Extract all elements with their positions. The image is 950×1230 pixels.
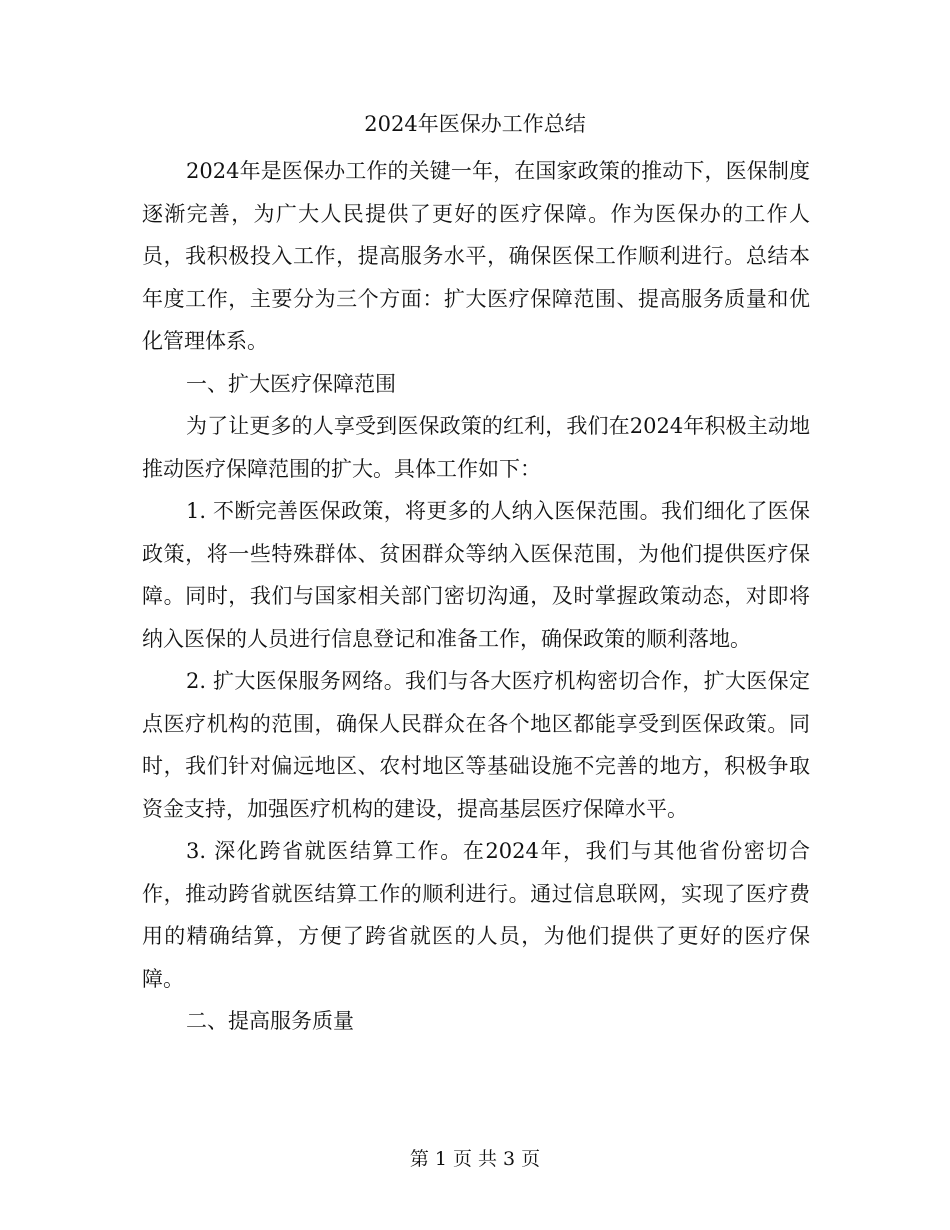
section-heading-2: 二、提高服务质量 xyxy=(186,1009,354,1033)
paragraph-intro: 2024年是医保办工作的关键一年，在国家政策的推动下，医保制度逐渐完善，为广大人民提供了更好的医疗保障。作为医保办的工作人员，我积极投入工作，提高服务水平，确保医保工作顺利进行。总结本年度工作，主要分为三个方面：扩大医疗保障范围、提高服务质量和优化管理体系。 xyxy=(142,159,810,353)
document-body xyxy=(142,150,810,1043)
page-title: 2024年医保办工作总结 xyxy=(364,112,586,136)
section-heading-1: 一、扩大医疗保障范围 xyxy=(186,371,396,396)
paragraph-item-1: 1. 不断完善医保政策，将更多的人纳入医保范围。我们细化了医保政策，将一些特殊群体、贫困群众等纳入医保范围，为他们提供医疗保障。同时，我们与国家相关部门密切沟通，及时掌握政策动态，对即将纳入医保的人员进行信息登记和准备工作，确保政策的顺利落地。 xyxy=(142,499,810,651)
paragraph-item-3: 3. 深化跨省就医结算工作。在2024年，我们与其他省份密切合作，推动跨省就医结算工作的顺利进行。通过信息联网，实现了医疗费用的精确结算，方便了跨省就医的人员，为他们提供了更好的医疗保障。 xyxy=(142,839,810,991)
page-footer: 第 1 页 共 3 页 xyxy=(409,1148,541,1170)
paragraph-item-2: 2. 扩大医保服务网络。我们与各大医疗机构密切合作，扩大医保定点医疗机构的范围，确保人民群众在各个地区都能享受到医保政策。同时，我们针对偏远地区、农村地区等基础设施不完善的地方，积极争取资金支持，加强医疗机构的建设，提高基层医疗保障水平。 xyxy=(142,669,810,821)
paragraph-section-1-intro: 为了让更多的人享受到医保政策的红利，我们在2024年积极主动地推动医疗保障范围的扩大。具体工作如下： xyxy=(142,414,810,481)
